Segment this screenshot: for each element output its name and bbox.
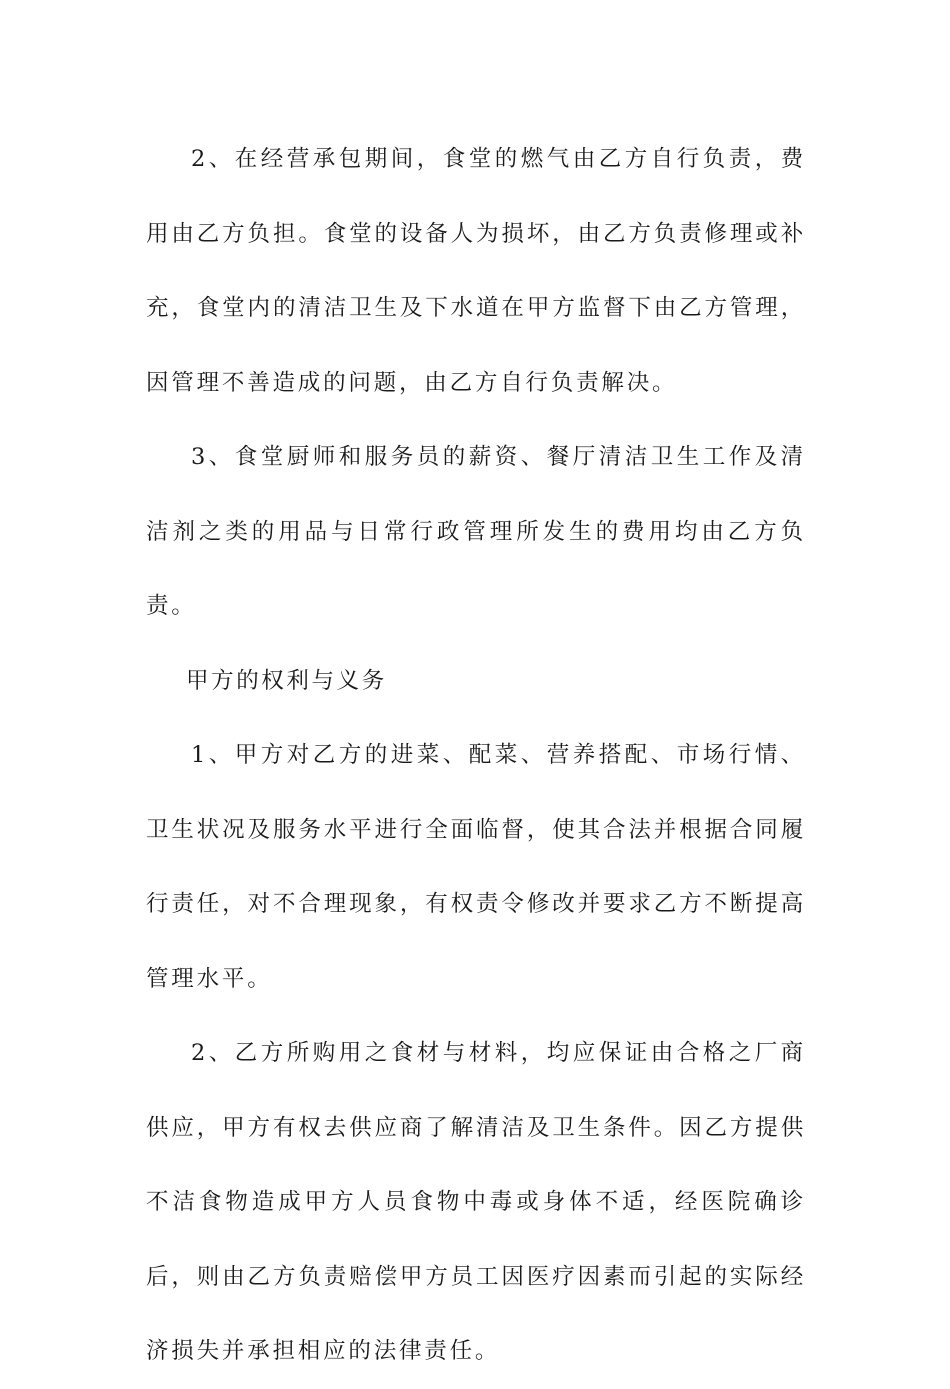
clause-paragraph-staff-costs: 3、食堂厨师和服务员的薪资、餐厅清洁卫生工作及清洁剂之类的用品与日常行政管理所发生的费用均由乙方负责。 <box>146 444 806 619</box>
document-page <box>146 122 806 1389</box>
clause-paragraph-supervision: 1、甲方对乙方的进菜、配菜、营养搭配、市场行情、卫生状况及服务水平进行全面临督，使其合法并根据合同履行责任，对不合理现象，有权责令修改并要求乙方不断提高管理水平。 <box>146 742 806 992</box>
clause-paragraph-food-safety: 2、乙方所购用之食材与材料，均应保证由合格之厂商供应，甲方有权去供应商了解清洁及卫生条件。因乙方提供不洁食物造成甲方人员食物中毒或身体不适，经医院确诊后，则由乙方负责赔偿甲方员工因医疗因素而引起的实际经济损失并承担相应的法律责任。 <box>146 1040 806 1364</box>
clause-paragraph-gas-and-equipment: 2、在经营承包期间，食堂的燃气由乙方自行负责，费用由乙方负担。食堂的设备人为损坏，由乙方负责修理或补充，食堂内的清洁卫生及下水道在甲方监督下由乙方管理，因管理不善造成的问题，由乙方自行负责解决。 <box>146 146 806 396</box>
section-heading-party-a-rights: 甲方的权利与义务 <box>186 667 387 694</box>
